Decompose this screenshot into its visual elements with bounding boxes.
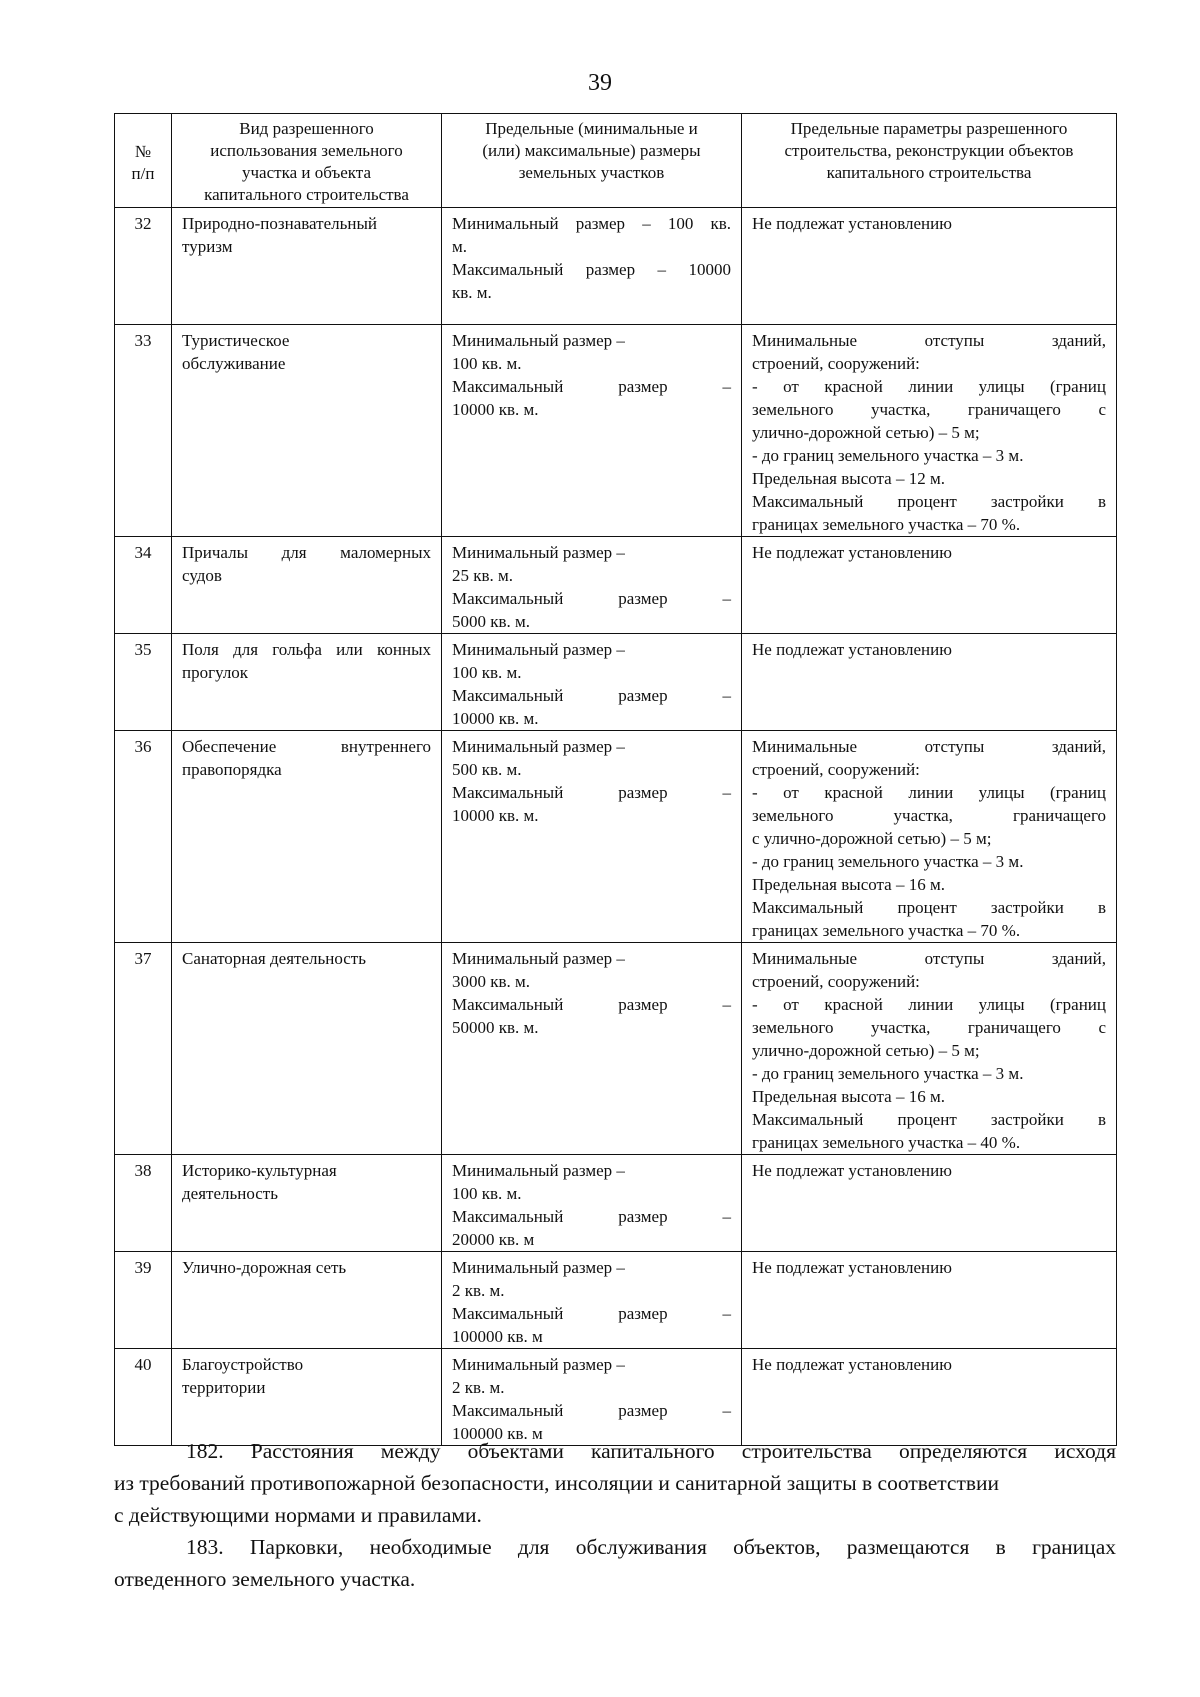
cell-line: Предельная высота – 16 м. <box>752 1087 945 1106</box>
cell-line: 100 кв. м. <box>452 354 522 373</box>
plot-size-cell <box>442 325 742 537</box>
permitted-use-cell <box>172 731 442 943</box>
cell-line: строений, сооружений: <box>752 972 920 991</box>
cell-line: 25 кв. м. <box>452 566 514 585</box>
header-line: земельных участков <box>518 163 665 182</box>
cell-line: Предельная высота – 12 м. <box>752 469 945 488</box>
cell-line: Не подлежат установлению <box>752 1161 952 1180</box>
row-number: 39 <box>115 1252 172 1349</box>
cell-line: Максимальный размер – <box>452 783 731 802</box>
cell-line: Максимальный размер – <box>452 686 731 705</box>
cell-line: туризм <box>182 237 233 256</box>
table-row <box>115 1252 1117 1349</box>
cell-line: Минимальный размер – <box>452 331 625 350</box>
paragraph-line: 183. Парковки, необходимые для обслуживания объектов, размещаются в границах <box>186 1535 1116 1559</box>
cell-line: Максимальный размер – <box>452 1304 731 1323</box>
cell-line: 3000 кв. м. <box>452 972 531 991</box>
plot-size-cell <box>442 634 742 731</box>
paragraph-line: из требований противопожарной безопасности, инсоляции и санитарной защиты в соответствии <box>114 1471 1000 1495</box>
table-row <box>115 634 1117 731</box>
header-number <box>115 114 172 208</box>
header-line: № <box>134 141 152 161</box>
cell-line: 10000 кв. м. <box>452 709 539 728</box>
permitted-use-cell <box>172 208 442 325</box>
table-row <box>115 208 1117 325</box>
cell-line: Минимальный размер – <box>452 949 625 968</box>
cell-line: 100 кв. м. <box>452 663 522 682</box>
cell-line: Причалы для маломерных <box>182 543 431 562</box>
permitted-use-cell <box>172 325 442 537</box>
paragraph-line: отведенного земельного участка. <box>114 1567 416 1591</box>
cell-line: границах земельного участка – 70 %. <box>752 515 1021 534</box>
cell-line: Предельная высота – 16 м. <box>752 875 945 894</box>
cell-line: 100 кв. м. <box>452 1184 522 1203</box>
row-number: 32 <box>115 208 172 325</box>
plot-size-cell <box>442 208 742 325</box>
table-row <box>115 325 1117 537</box>
cell-line: Не подлежат установлению <box>752 1258 952 1277</box>
construction-params-cell <box>742 731 1117 943</box>
cell-line: Минимальные отступы зданий, <box>752 737 1106 756</box>
plot-size-cell <box>442 1349 742 1446</box>
cell-line: 500 кв. м. <box>452 760 522 779</box>
header-line: п/п <box>131 163 155 183</box>
header-line: Предельные параметры разрешенного <box>790 119 1068 138</box>
cell-line: Минимальный размер – <box>452 737 625 756</box>
page-number: 39 <box>588 70 612 96</box>
row-number: 38 <box>115 1155 172 1252</box>
paragraph-line: с действующими нормами и правилами. <box>114 1503 482 1527</box>
header-permitted-use <box>172 114 442 208</box>
cell-line: 10000 кв. м. <box>452 400 539 419</box>
cell-line: 2 кв. м. <box>452 1378 505 1397</box>
cell-line: Минимальные отступы зданий, <box>752 331 1106 350</box>
cell-line: - от красной линии улицы (границ <box>752 377 1106 396</box>
land-use-table <box>114 113 1117 1446</box>
cell-line: границах земельного участка – 40 %. <box>752 1133 1021 1152</box>
cell-line: границах земельного участка – 70 %. <box>752 921 1021 940</box>
permitted-use-cell <box>172 943 442 1155</box>
cell-line: 100000 кв. м <box>452 1327 543 1346</box>
cell-line: - до границ земельного участка – 3 м. <box>752 446 1024 465</box>
plot-size-cell <box>442 943 742 1155</box>
table-header-row <box>115 114 1117 208</box>
cell-line: Туристическое <box>182 331 290 350</box>
cell-line: кв. м. <box>452 283 492 302</box>
cell-line: прогулок <box>182 663 249 682</box>
cell-line: Улично-дорожная сеть <box>182 1258 347 1277</box>
cell-line: земельного участка, граничащего <box>752 806 1106 825</box>
cell-line: Максимальный размер – <box>452 589 731 608</box>
header-line: строительства, реконструкции объектов <box>784 141 1074 160</box>
header-construction-params <box>742 114 1117 208</box>
cell-line: - до границ земельного участка – 3 м. <box>752 1064 1024 1083</box>
permitted-use-cell <box>172 1349 442 1446</box>
cell-line: 20000 кв. м <box>452 1230 535 1249</box>
cell-line: территории <box>182 1378 266 1397</box>
table-row <box>115 943 1117 1155</box>
plot-size-cell <box>442 537 742 634</box>
cell-line: - от красной линии улицы (границ <box>752 783 1106 802</box>
cell-line: Обеспечение внутреннего <box>182 737 431 756</box>
plot-size-cell <box>442 731 742 943</box>
cell-line: Минимальный размер – 100 кв. <box>452 214 731 233</box>
table-row <box>115 1155 1117 1252</box>
cell-line: земельного участка, граничащего с <box>752 1018 1106 1037</box>
row-number: 34 <box>115 537 172 634</box>
cell-line: Минимальный размер – <box>452 640 625 659</box>
cell-line: строений, сооружений: <box>752 354 920 373</box>
table-row <box>115 731 1117 943</box>
paragraph-183 <box>114 1531 1116 1595</box>
cell-line: 100000 кв. м <box>452 1424 543 1443</box>
header-line: Вид разрешенного <box>239 119 374 138</box>
header-line: участка и объекта <box>242 163 371 182</box>
cell-line: обслуживание <box>182 354 286 373</box>
row-number: 40 <box>115 1349 172 1446</box>
cell-line: Максимальный размер – <box>452 995 731 1014</box>
cell-line: Минимальный размер – <box>452 1355 625 1374</box>
permitted-use-cell <box>172 634 442 731</box>
paragraph-line: 182. Расстояния между объектами капитального строительства определяются исходя <box>186 1439 1116 1463</box>
table-row <box>115 537 1117 634</box>
cell-line: деятельность <box>182 1184 278 1203</box>
cell-line: Минимальный размер – <box>452 543 625 562</box>
construction-params-cell <box>742 537 1117 634</box>
construction-params-cell <box>742 325 1117 537</box>
cell-line: Максимальный размер – 10000 <box>452 260 731 279</box>
cell-line: Максимальный процент застройки в <box>752 492 1106 511</box>
cell-line: Максимальный процент застройки в <box>752 898 1106 917</box>
construction-params-cell <box>742 208 1117 325</box>
plot-size-cell <box>442 1252 742 1349</box>
cell-line: Поля для гольфа или конных <box>182 640 431 659</box>
cell-line: Природно-познавательный <box>182 214 377 233</box>
table-body <box>115 208 1117 1446</box>
permitted-use-cell <box>172 1252 442 1349</box>
construction-params-cell <box>742 1252 1117 1349</box>
construction-params-cell <box>742 1349 1117 1446</box>
paragraph-182 <box>114 1435 1116 1531</box>
cell-line: Максимальный размер – <box>452 1207 731 1226</box>
permitted-use-cell <box>172 537 442 634</box>
cell-line: улично-дорожной сетью) – 5 м; <box>752 1041 980 1060</box>
cell-line: Максимальный размер – <box>452 377 731 396</box>
header-line: использования земельного <box>210 141 403 160</box>
cell-line: строений, сооружений: <box>752 760 920 779</box>
header-plot-sizes <box>442 114 742 208</box>
plot-size-cell <box>442 1155 742 1252</box>
cell-line: 5000 кв. м. <box>452 612 531 631</box>
header-line: капитального строительства <box>204 185 409 204</box>
cell-line: Не подлежат установлению <box>752 214 952 233</box>
table-row <box>115 1349 1117 1446</box>
cell-line: улично-дорожной сетью) – 5 м; <box>752 423 980 442</box>
cell-line: Максимальный процент застройки в <box>752 1110 1106 1129</box>
cell-line: 10000 кв. м. <box>452 806 539 825</box>
cell-line: судов <box>182 566 222 585</box>
cell-line: Историко-культурная <box>182 1161 337 1180</box>
cell-line: Минимальный размер – <box>452 1161 625 1180</box>
header-line: (или) максимальные) размеры <box>482 141 701 160</box>
cell-line: Санаторная деятельность <box>182 949 366 968</box>
construction-params-cell <box>742 1155 1117 1252</box>
row-number: 33 <box>115 325 172 537</box>
cell-line: Благоустройство <box>182 1355 304 1374</box>
header-line: Предельные (минимальные и <box>485 119 698 138</box>
cell-line: Минимальные отступы зданий, <box>752 949 1106 968</box>
cell-line: - от красной линии улицы (границ <box>752 995 1106 1014</box>
row-number: 37 <box>115 943 172 1155</box>
row-number: 36 <box>115 731 172 943</box>
cell-line: Не подлежат установлению <box>752 1355 952 1374</box>
cell-line: 50000 кв. м. <box>452 1018 539 1037</box>
cell-line: - до границ земельного участка – 3 м. <box>752 852 1024 871</box>
cell-line: земельного участка, граничащего с <box>752 400 1106 419</box>
cell-line: Минимальный размер – <box>452 1258 625 1277</box>
cell-line: Максимальный размер – <box>452 1401 731 1420</box>
header-line: капитального строительства <box>826 163 1032 182</box>
cell-line: 2 кв. м. <box>452 1281 505 1300</box>
construction-params-cell <box>742 943 1117 1155</box>
cell-line: Не подлежат установлению <box>752 640 952 659</box>
permitted-use-cell <box>172 1155 442 1252</box>
cell-line: м. <box>452 237 468 256</box>
cell-line: Не подлежат установлению <box>752 543 952 562</box>
cell-line: правопорядка <box>182 760 282 779</box>
cell-line: с улично-дорожной сетью) – 5 м; <box>752 829 992 848</box>
construction-params-cell <box>742 634 1117 731</box>
row-number: 35 <box>115 634 172 731</box>
